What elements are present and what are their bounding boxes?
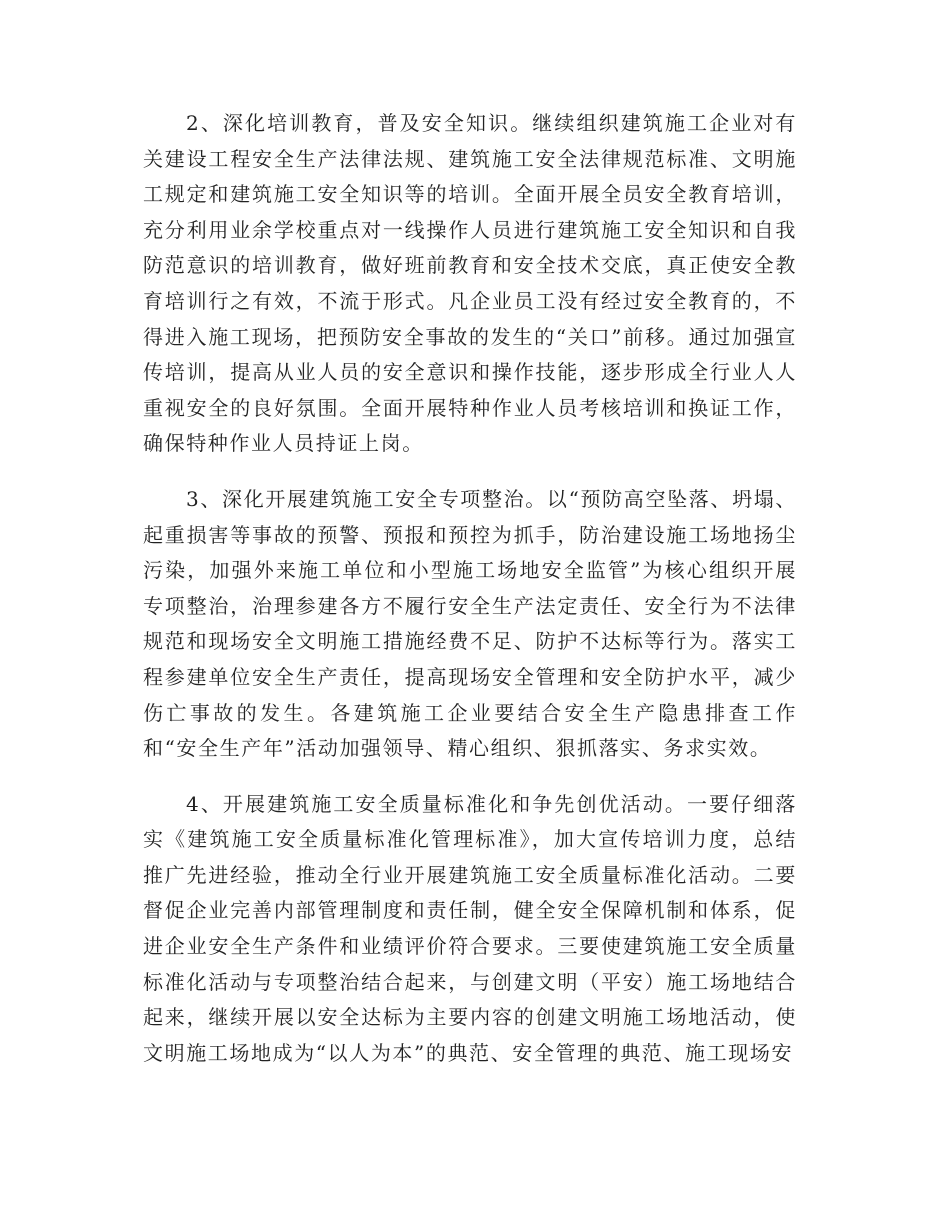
paragraph-4-standardization-activity: 4、开展建筑施工安全质量标准化和争先创优活动。一要仔细落实《建筑施工安全质量标准化管理标准》，加大宣传培训力度，总结推广先进经验，推动全行业开展建筑施工安全质量标准化活动。二要督促企业完善内部管理制度和责任制，健全安全保障机制和体系，促进企业安全生产条件和业绩评价符合要求。三要使建筑施工安全质量标准化活动与专项整治结合起来，与创建文明（平安）施工场地结合起来，继续开展以安全达标为主要内容的创建文明施工场地活动，使文明施工场地成为“以人为本”的典范、安全管理的典范、施工现场安 [143,791,797,1065]
document-body [143,106,797,1091]
paragraph-2-training-education: 2、深化培训教育，普及安全知识。继续组织建筑施工企业对有关建设工程安全生产法律法规、建筑施工安全法律规范标准、文明施工规定和建筑施工安全知识等的培训。全面开展全员安全教育培训，充分利用业余学校重点对一线操作人员进行建筑施工安全知识和自我防范意识的培训教育，做好班前教育和安全技术交底，真正使安全教育培训行之有效，不流于形式。凡企业员工没有经过安全教育的，不得进入施工现场，把预防安全事故的发生的“关口”前移。通过加强宣传培训，提高从业人员的安全意识和操作技能，逐步形成全行业人人重视安全的良好氛围。全面开展特种作业人员考核培训和换证工作，确保特种作业人员持证上岗。 [143,111,797,456]
paragraph-3-special-rectification: 3、深化开展建筑施工安全专项整治。以“预防高空坠落、坍塌、起重损害等事故的预警、预报和预控为抓手，防治建设施工场地扬尘污染，加强外来施工单位和小型施工场地安全监管”为核心组织开展专项整治，治理参建各方不履行安全生产法定责任、安全行为不法律规范和现场安全文明施工措施经费不足、防护不达标等行为。落实工程参建单位安全生产责任，提高现场安全管理和安全防护水平，减少伤亡事故的发生。各建筑施工企业要结合安全生产隐患排查工作和“安全生产年”活动加强领导、精心组织、狠抓落实、务求实效。 [143,486,797,761]
